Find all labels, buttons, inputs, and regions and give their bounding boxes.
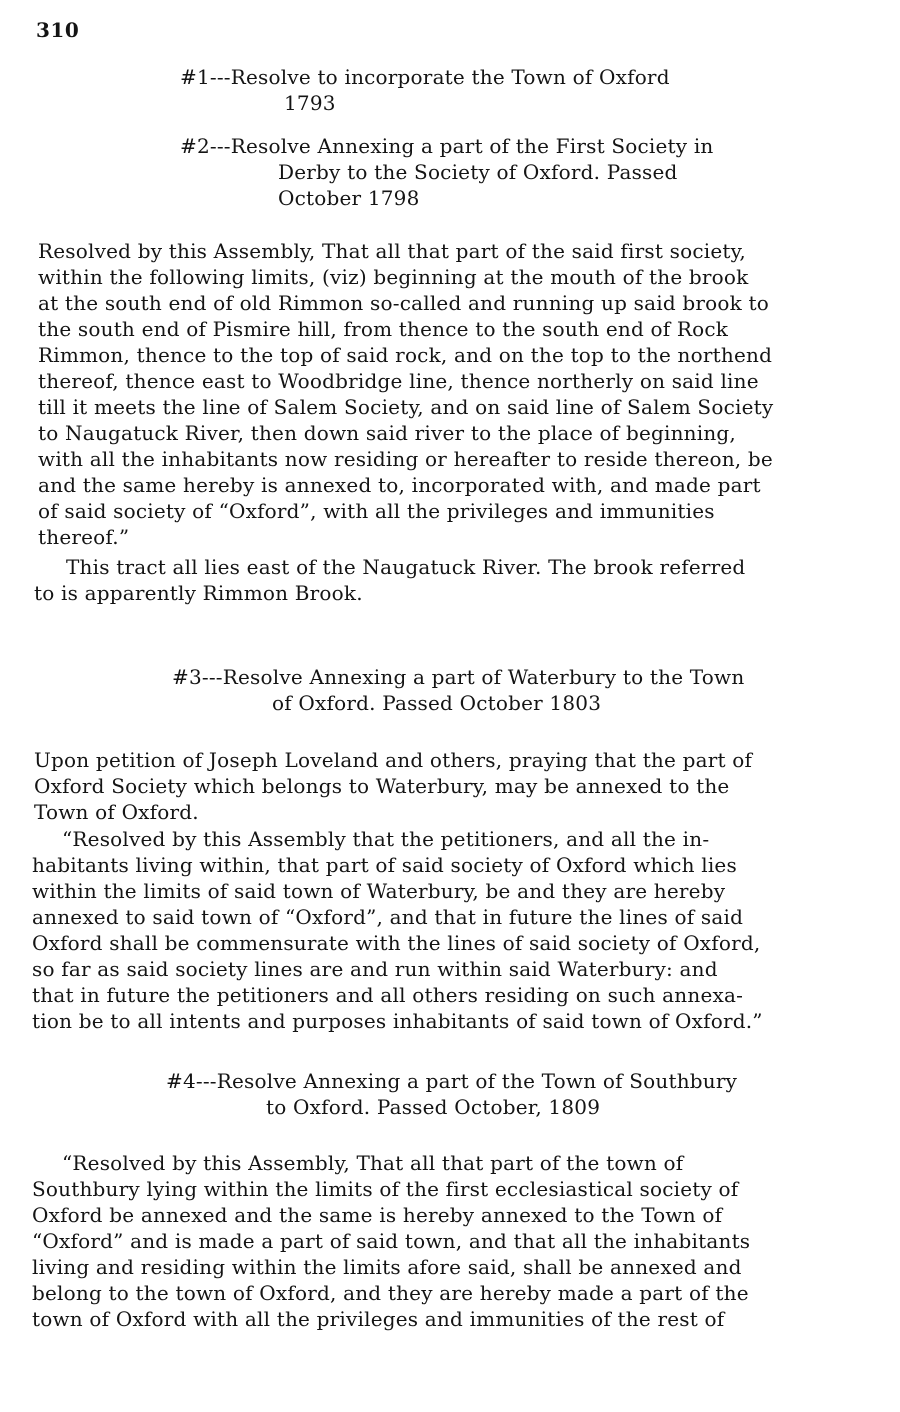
body-line: Upon petition of Joseph Loveland and others, praying that the part of	[34, 748, 753, 772]
body-line: so far as said society lines are and run within said Waterbury: and	[32, 957, 718, 981]
heading-line: #1---Resolve to incorporate the Town of Oxford	[180, 65, 670, 89]
body-line: Resolved by this Assembly, That all that part of the said first society,	[38, 239, 746, 263]
body-line: to is apparently Rimmon Brook.	[34, 581, 363, 605]
body-line: that in future the petitioners and all others residing on such annexa-	[32, 983, 744, 1007]
body-line: belong to the town of Oxford, and they are hereby made a part of the	[32, 1281, 749, 1305]
body-line: and the same hereby is annexed to, incorporated with, and made part	[38, 473, 761, 497]
body-line: town of Oxford with all the privileges and immunities of the rest of	[32, 1307, 725, 1331]
body-line: This tract all lies east of the Naugatuck River. The brook referred	[66, 555, 746, 579]
body-line: within the following limits, (viz) beginning at the mouth of the brook	[38, 265, 749, 289]
body-line: thereof.”	[38, 525, 130, 549]
body-line: Town of Oxford.	[34, 800, 199, 824]
body-line: till it meets the line of Salem Society, and on said line of Salem Society	[38, 395, 774, 419]
heading-line: Derby to the Society of Oxford. Passed	[278, 160, 678, 184]
body-line: living and residing within the limits afore said, shall be annexed and	[32, 1255, 742, 1279]
body-line: Rimmon, thence to the top of said rock, and on the top to the northend	[38, 343, 773, 367]
heading-line: 1793	[284, 91, 336, 115]
body-line: the south end of Pismire hill, from thence to the south end of Rock	[38, 317, 729, 341]
page-number: 310	[36, 18, 80, 42]
body-line: annexed to said town of “Oxford”, and that in future the lines of said	[32, 905, 744, 929]
heading-line: October 1798	[278, 186, 420, 210]
heading-line: to Oxford. Passed October, 1809	[266, 1095, 601, 1119]
body-line: with all the inhabitants now residing or hereafter to reside thereon, be	[38, 447, 773, 471]
body-line: “Resolved by this Assembly, That all that part of the town of	[62, 1151, 684, 1175]
heading-line: #4---Resolve Annexing a part of the Town of Southbury	[166, 1069, 738, 1093]
body-line: to Naugatuck River, then down said river to the place of beginning,	[38, 421, 736, 445]
body-line: Southbury lying within the limits of the first ecclesiastical society of	[32, 1177, 739, 1201]
body-line: Oxford be annexed and the same is hereby annexed to the Town of	[32, 1203, 723, 1227]
body-line: Oxford shall be commensurate with the lines of said society of Oxford,	[32, 931, 761, 955]
heading-line: of Oxford. Passed October 1803	[272, 691, 602, 715]
body-line: tion be to all intents and purposes inhabitants of said town of Oxford.”	[32, 1009, 763, 1033]
body-line: within the limits of said town of Waterbury, be and they are hereby	[32, 879, 726, 903]
body-line: “Resolved by this Assembly that the petitioners, and all the in-	[62, 827, 710, 851]
body-line: of said society of “Oxford”, with all the privileges and immunities	[38, 499, 715, 523]
body-line: habitants living within, that part of said society of Oxford which lies	[32, 853, 737, 877]
body-line: Oxford Society which belongs to Waterbury, may be annexed to the	[34, 774, 730, 798]
heading-line: #2---Resolve Annexing a part of the First Society in	[180, 134, 714, 158]
body-line: “Oxford” and is made a part of said town, and that all the inhabitants	[32, 1229, 751, 1253]
body-line: at the south end of old Rimmon so-called and running up said brook to	[38, 291, 769, 315]
heading-line: #3---Resolve Annexing a part of Waterbury to the Town	[172, 665, 745, 689]
body-line: thereof, thence east to Woodbridge line, thence northerly on said line	[38, 369, 759, 393]
